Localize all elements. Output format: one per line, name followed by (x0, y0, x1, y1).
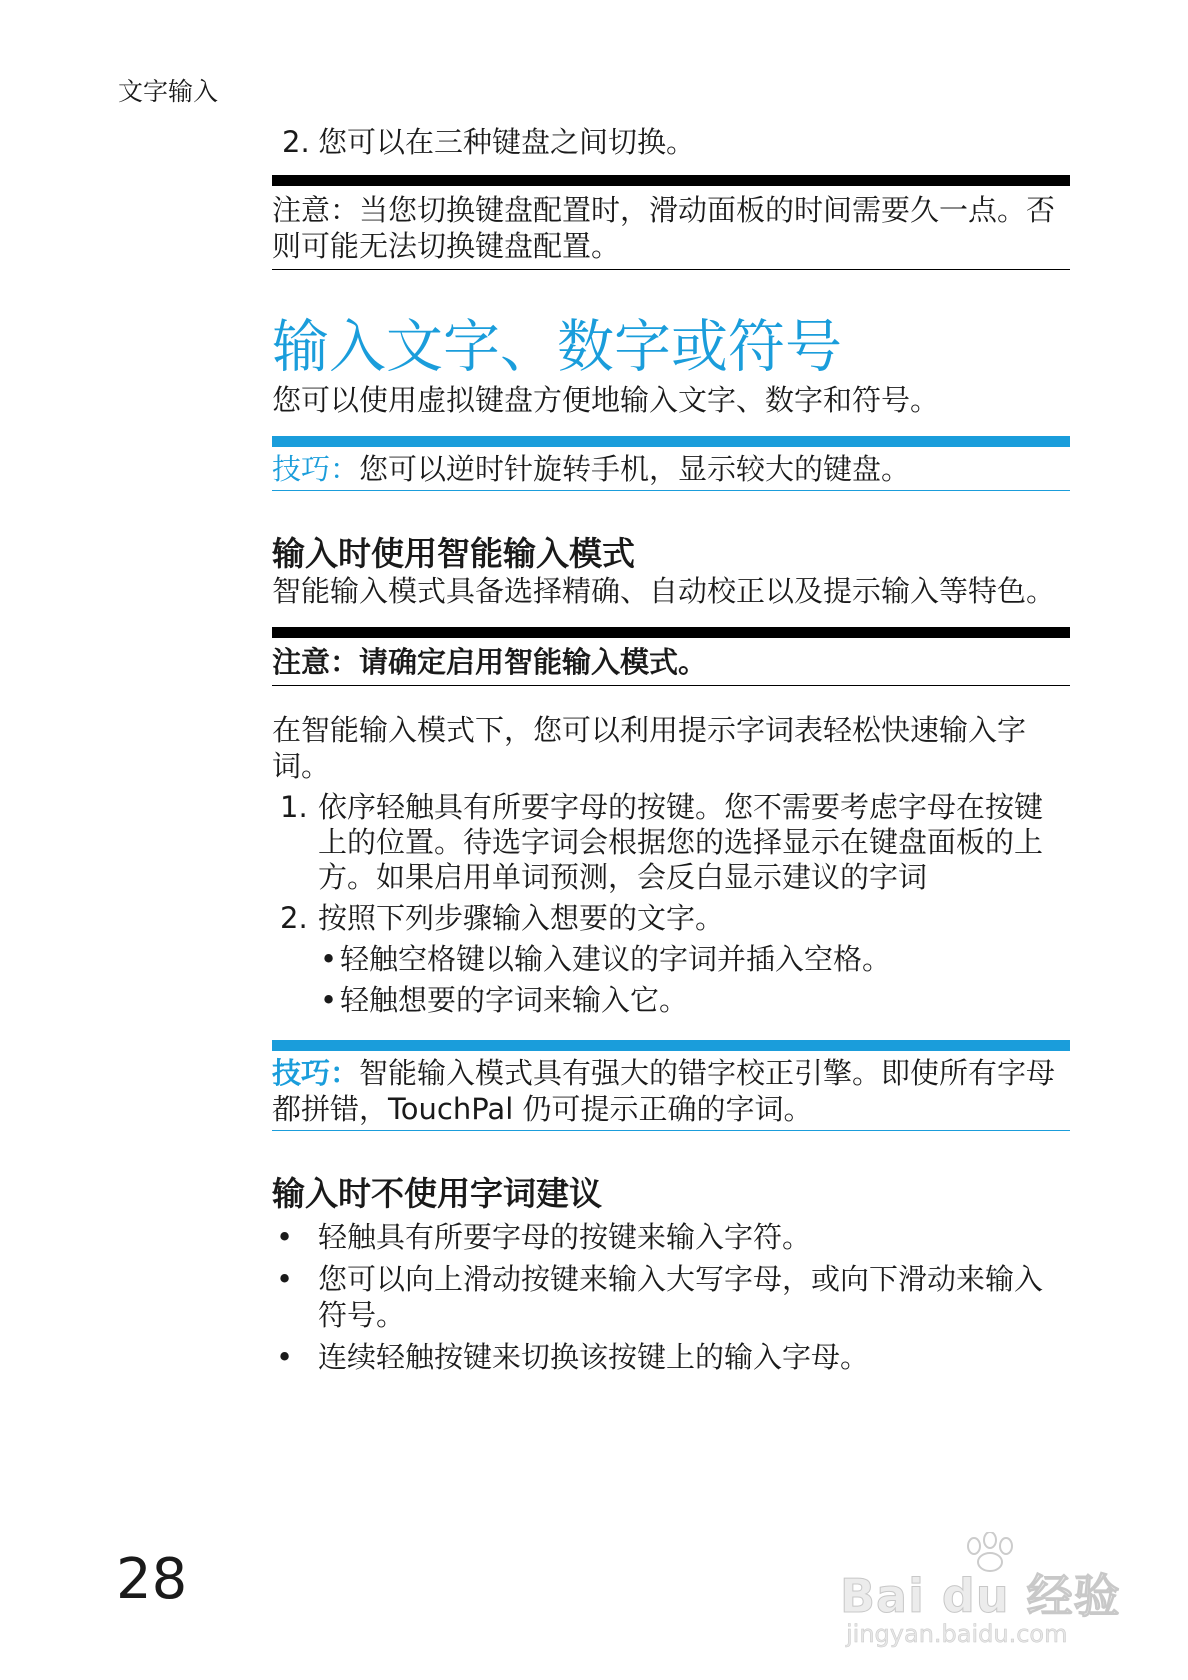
bullet-list (272, 1219, 1070, 1375)
step-text: 您可以在三种键盘之间切换。 (318, 125, 696, 159)
page-number: 28 (116, 1547, 188, 1612)
note-label: 注意： (272, 193, 360, 227)
bullet-item: • 连续轻触按键来切换该按键上的输入字母。 (276, 1340, 870, 1374)
watermark-text: Bai du 经验 (840, 1569, 1121, 1623)
sub-bullet-item: • 轻触空格键以输入建议的字词并插入空格。 (320, 942, 892, 976)
page-content (272, 124, 1070, 1379)
step-list (272, 790, 1070, 1018)
note-box (272, 175, 1070, 270)
note-box-smart (272, 627, 1070, 686)
bullet-icon: • (276, 1262, 294, 1296)
tip-label: 技巧： (272, 1056, 360, 1090)
step-item (272, 901, 1070, 1018)
subsection-heading-no-suggestion: 输入时不使用字词建议 (272, 1174, 602, 1213)
bullet-item: • 您可以向上滑动按键来输入大写字母，或向下滑动来输入符号。 (276, 1262, 1044, 1332)
step-text: 依序轻触具有所要字母的按键。您不需要考虑字母在按键上的位置。待选字词会根据您的选择显示在键盘面板的上方。如果启用单词预测，会反白显示建议的字词 (318, 790, 1044, 894)
tip-text: 您可以逆时针旋转手机，显示较大的键盘。 (359, 452, 911, 486)
tip-label: 技巧： (272, 452, 360, 486)
tip-box (272, 436, 1070, 491)
sub-bullet-list (318, 942, 1070, 1018)
sub-bullet-item: • 轻触想要的字词来输入它。 (320, 983, 689, 1017)
smart-paragraph: 在智能输入模式下，您可以利用提示字词表轻松快速输入字词。 (272, 713, 1027, 783)
bullet-icon: • (276, 1340, 294, 1374)
smart-description: 智能输入模式具备选择精确、自动校正以及提示输入等特色。 (272, 574, 1056, 608)
note-text: 注意：请确定启用智能输入模式。 (272, 645, 708, 679)
step-number: 2. (280, 901, 308, 935)
step-number: 1. (280, 790, 308, 824)
tip-box (272, 1040, 1070, 1131)
watermark-url: jingyan.baidu.com (846, 1620, 1068, 1648)
step-number: 2. (282, 125, 310, 159)
bullet-icon: • (320, 983, 338, 1017)
section-title: 输入文字、数字或符号 (272, 314, 842, 380)
bullet-icon: • (276, 1220, 294, 1254)
running-head: 文字输入 (118, 77, 219, 106)
step-item (272, 790, 1070, 895)
baidu-watermark (840, 1538, 1130, 1658)
note-text: 当您切换键盘配置时，滑动面板的时间需要久一点。否则可能无法切换键盘配置。 (272, 193, 1056, 263)
bullet-icon: • (320, 942, 338, 976)
step-text: 按照下列步骤输入想要的文字。 (318, 901, 725, 935)
bullet-item: • 轻触具有所要字母的按键来输入字符。 (276, 1220, 812, 1254)
subsection-heading-smart: 输入时使用智能输入模式 (272, 534, 635, 573)
step-item (282, 124, 1070, 160)
tip-text: 智能输入模式具有强大的错字校正引擎。即使所有字母都拼错，TouchPal 仍可提示正确的字词。 (272, 1056, 1056, 1126)
section-intro: 您可以使用虚拟键盘方便地输入文字、数字和符号。 (272, 383, 940, 417)
